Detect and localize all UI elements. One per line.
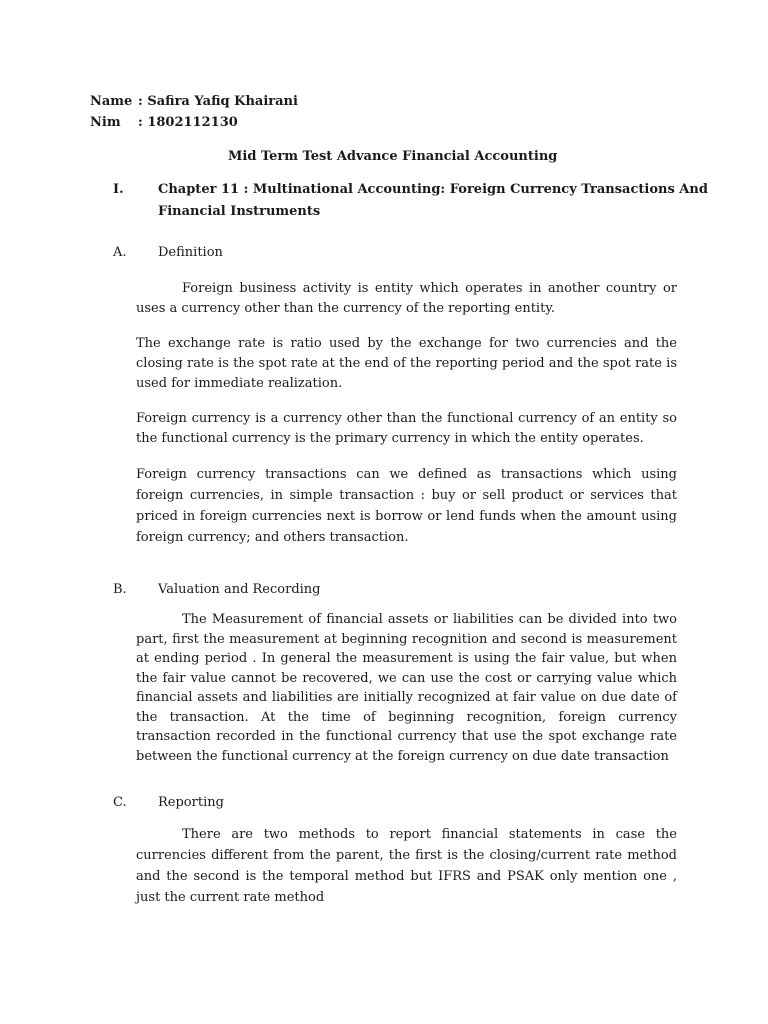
nim-value: : 1802112130 xyxy=(138,115,238,130)
section-c-heading: Reporting xyxy=(158,795,224,810)
name-label: Name xyxy=(90,94,133,109)
section-a-paragraph: The exchange rate is ratio used by the exchange for two currencies and the closing rate is the spot rate at the end of the reporting period and the spot rate is used for immediate realization. xyxy=(136,336,677,391)
chapter-title-line2: Financial Instruments xyxy=(158,204,321,219)
name-value: : Safira Yafiq Khairani xyxy=(138,94,298,109)
section-c-paragraph: There are two methods to report financial statements in case the currencies different from the parent, the first is the closing/current rate method and the second is the temporal method but IFRS and PSAK only mention one , just the current rate method xyxy=(136,827,677,905)
chapter-numeral: I. xyxy=(113,182,124,197)
section-b-heading: Valuation and Recording xyxy=(158,582,321,597)
section-a-letter: A. xyxy=(113,245,127,260)
document-title: Mid Term Test Advance Financial Accounting xyxy=(228,149,558,164)
section-b-letter: B. xyxy=(113,582,127,597)
chapter-title-line1: Chapter 11 : Multinational Accounting: Foreign Currency Transactions And xyxy=(158,182,708,197)
section-c-letter: C. xyxy=(113,795,127,810)
section-b-paragraph: The Measurement of financial assets or liabilities can be divided into two part, first the measurement at beginning recognition and second is measurement at ending period . In general the measurement is using the fair value, but when the fair value cannot be recovered, we can use the cost or carrying value which financial assets and liabilities are initially recognized at fair value on due date of the transaction. At the time of beginning recognition, foreign currency transaction recorded in the functional currency that use the spot exchange rate between the functional currency at the foreign currency on due date transaction xyxy=(136,612,677,764)
section-a-paragraph: Foreign currency is a currency other than the functional currency of an entity so the functional currency is the primary currency in which the entity operates. xyxy=(136,411,677,446)
section-a-paragraph: Foreign currency transactions can we defined as transactions which using foreign currencies, in simple transaction : buy or sell product or services that priced in foreign currencies next is borrow or lend funds when the amount using foreign currency; and others transaction. xyxy=(136,467,677,545)
section-a-heading: Definition xyxy=(158,245,223,260)
nim-label: Nim xyxy=(90,115,121,130)
section-a-paragraph: Foreign business activity is entity which operates in another country or uses a currency other than the currency of the reporting entity. xyxy=(136,281,677,316)
